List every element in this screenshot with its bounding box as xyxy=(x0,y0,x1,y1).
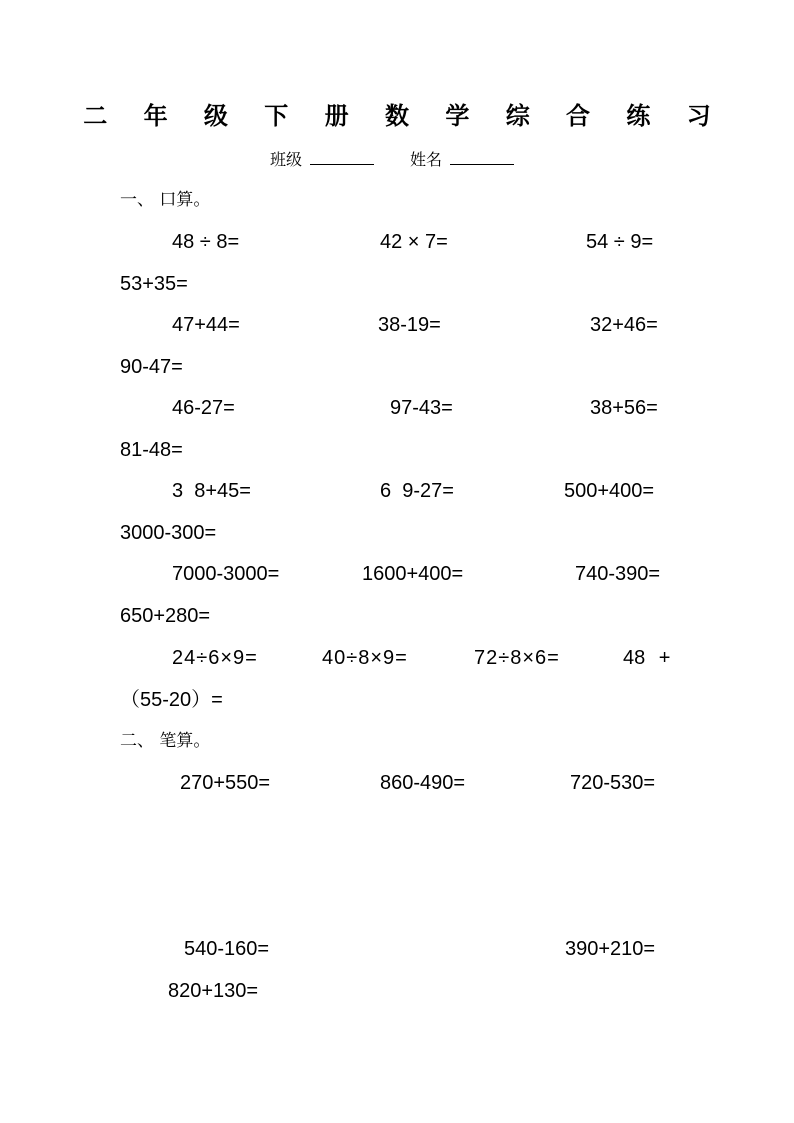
written-problem-4: 540-160= xyxy=(184,938,270,960)
problem-4-2: 6 9-27= xyxy=(380,480,454,502)
section-1-heading: 一、 口算。 xyxy=(120,190,211,210)
problem-4-1: 3 8+45= xyxy=(172,480,251,502)
problem-4-3: 500+400= xyxy=(564,480,655,502)
problem-6-1: 24÷6×9= xyxy=(172,647,258,669)
written-problem-3: 720-530= xyxy=(570,772,656,794)
problem-2-4: 90-47= xyxy=(120,356,183,378)
problem-6-2: 40÷8×9= xyxy=(322,647,408,669)
problem-5-3: 740-390= xyxy=(575,563,661,585)
problem-4-4: 3000-300= xyxy=(120,522,217,544)
problem-5-2: 1600+400= xyxy=(362,563,464,585)
problem-6-4-continued: （55-20）= xyxy=(120,689,223,711)
class-blank[interactable] xyxy=(310,150,374,165)
problem-5-1: 7000-3000= xyxy=(172,563,280,585)
problem-1-3: 54 ÷ 9= xyxy=(586,231,654,253)
problem-5-4: 650+280= xyxy=(120,605,211,627)
section-2-heading: 二、 笔算。 xyxy=(120,731,211,751)
problem-3-4: 81-48= xyxy=(120,439,183,461)
problem-2-3: 32+46= xyxy=(590,314,658,336)
problem-1-1: 48 ÷ 8= xyxy=(172,231,240,253)
problem-6-4: 48 + xyxy=(623,647,671,669)
problem-2-2: 38-19= xyxy=(378,314,441,336)
name-field xyxy=(410,150,514,168)
problem-3-2: 97-43= xyxy=(390,397,453,419)
class-field xyxy=(270,150,374,168)
page-title: 二 年 级 下 册 数 学 综 合 练 习 xyxy=(83,101,725,130)
problem-2-1: 47+44= xyxy=(172,314,240,336)
problem-3-1: 46-27= xyxy=(172,397,235,419)
written-problem-1: 270+550= xyxy=(180,772,271,794)
name-blank[interactable] xyxy=(450,150,514,165)
name-label: 姓名 xyxy=(410,150,443,169)
problem-6-3: 72÷8×6= xyxy=(474,647,560,669)
written-problem-5: 390+210= xyxy=(565,938,656,960)
class-label: 班级 xyxy=(270,150,303,169)
problem-1-4: 53+35= xyxy=(120,273,188,295)
problem-1-2: 42 × 7= xyxy=(380,231,448,253)
problem-3-3: 38+56= xyxy=(590,397,658,419)
written-problem-6: 820+130= xyxy=(168,980,259,1002)
written-problem-2: 860-490= xyxy=(380,772,466,794)
